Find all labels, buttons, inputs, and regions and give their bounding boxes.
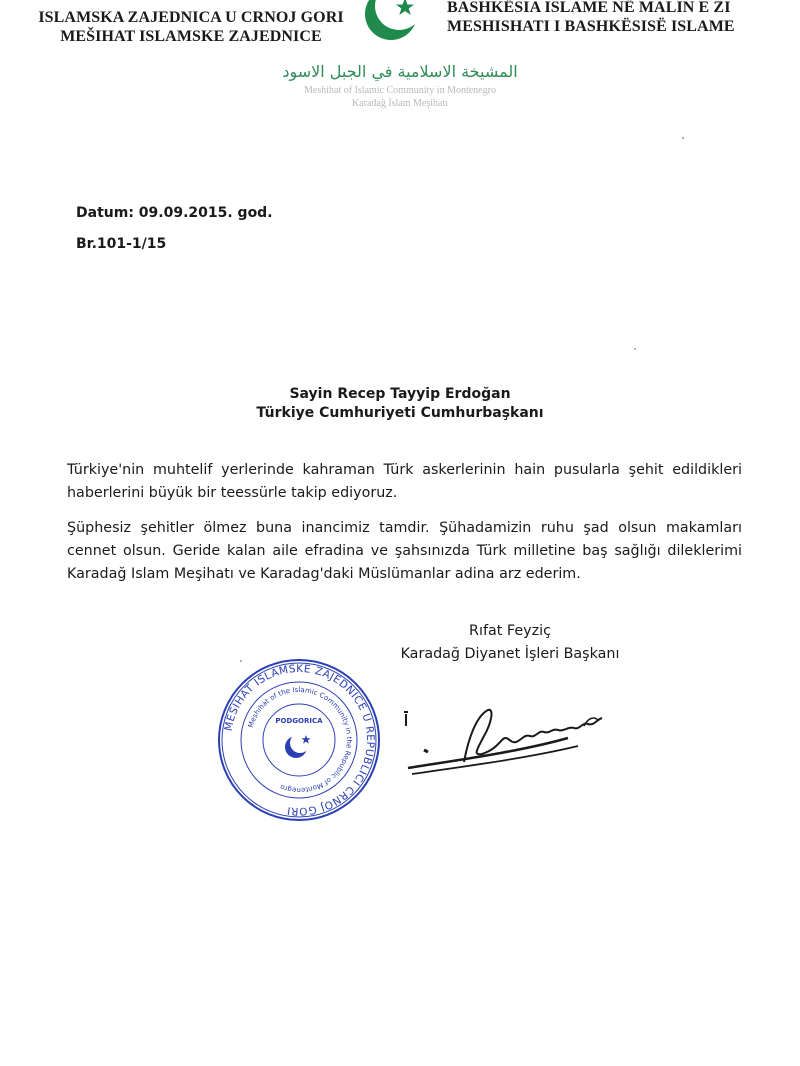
- header-left-line1: ISLAMSKA ZAJEDNICA U CRNOJ GORI: [38, 9, 344, 26]
- seal-inner-text: Meshihat of the Islamic Community in the Republic of Montenegro: [246, 685, 354, 795]
- official-seal: [214, 655, 384, 825]
- seal-outer-text: MEŠIHAT ISLAMSKE ZAJEDNICE U REPUBLICI CRNOJ GORI: [222, 662, 377, 818]
- header-right-line1: BASHKËSIA ISLAME NË MALIN E ZI: [447, 0, 731, 16]
- signatory-name: Rıfat Feyziç: [469, 623, 551, 639]
- crescent-star-icon: [355, 0, 435, 54]
- scan-speck: [682, 137, 684, 139]
- recipient-title: Türkiye Cumhuriyeti Cumhurbaşkanı: [256, 405, 544, 421]
- handwritten-signature: [398, 700, 608, 790]
- seal-city: PODGORICA: [275, 717, 323, 725]
- scan-speck: [634, 348, 636, 350]
- body-paragraph-1: Türkiye'nin muhtelif yerlerinde kahraman Türk askerlerinin hain pusularla şehit edildikleri haberlerini büyük bir teessürle takip ediyoruz.: [67, 462, 742, 501]
- header-arabic: المشيخة الاسلامية في الجبل الاسود: [282, 62, 518, 81]
- header-right-line2: MESHISHATI I BASHKËSISË ISLAME: [447, 18, 735, 35]
- header-subtitle-english: Meshihat of Islamic Community in Montenegro: [304, 85, 496, 96]
- document-date: Datum: 09.09.2015. god.: [76, 205, 273, 221]
- body-paragraph-2: Şüphesiz şehitler ölmez buna inancimiz tamdir. Şühadamizin ruhu şad olsun makamları cennet olsun. Geride kalan aile efradina ve şahsınızda Türk milletine baş sağlığı dileklerimi Karadağ Islam Meşihatı ve Karadag'daki Müslümanlar adina arz ederim.: [67, 520, 742, 582]
- header-right: [447, 0, 792, 36]
- header-subtitle-turkish: Karadağ İslam Meşihatı: [351, 98, 449, 109]
- document-number: Br.101-1/15: [76, 236, 167, 252]
- header-left-line2: MEŠIHAT ISLAMSKE ZAJEDNICE: [60, 28, 322, 45]
- header-left: [32, 8, 350, 46]
- recipient-name: Sayin Recep Tayyip Erdoğan: [289, 386, 511, 402]
- signatory-title: Karadağ Diyanet İşleri Başkanı: [400, 646, 620, 662]
